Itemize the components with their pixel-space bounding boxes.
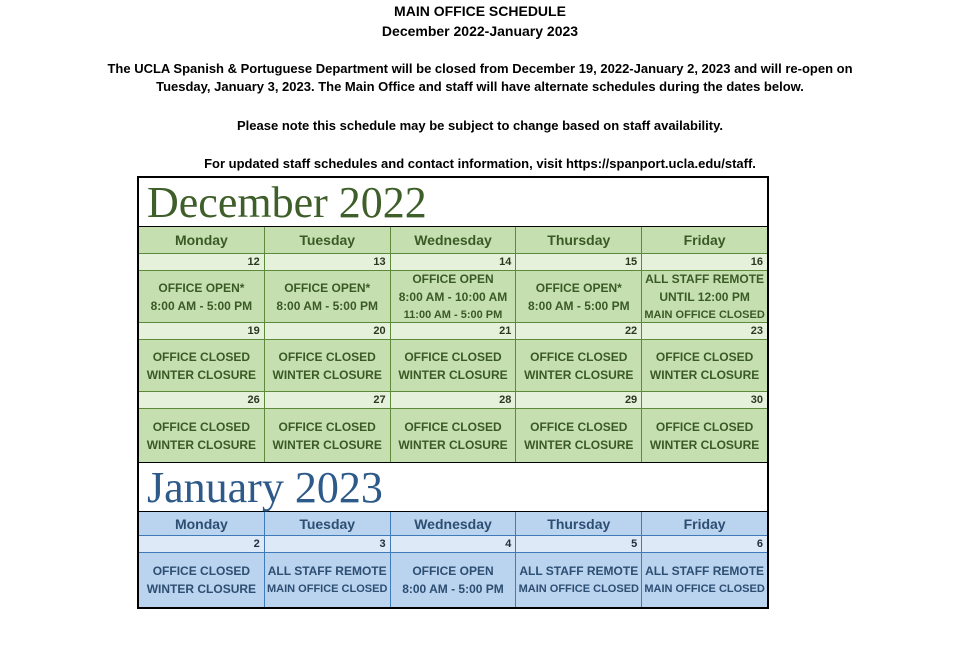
status-line: OFFICE CLOSED — [655, 349, 754, 364]
day-status-cell — [642, 553, 767, 607]
status-line: WINTER CLOSURE — [272, 367, 382, 382]
event-row — [139, 271, 767, 323]
status-line: OFFICE CLOSED — [530, 419, 628, 434]
month-title-december: December 2022 — [139, 178, 767, 227]
status-line: WINTER CLOSURE — [146, 437, 257, 452]
status-line: OFFICE CLOSED — [278, 349, 376, 364]
day-header: Tuesday — [265, 512, 391, 536]
day-header: Thursday — [516, 227, 642, 254]
date-number: 15 — [516, 254, 642, 271]
day-status-cell — [139, 340, 265, 392]
day-header: Wednesday — [391, 227, 517, 254]
date-number: 5 — [516, 536, 642, 553]
day-header-row — [139, 227, 767, 254]
day-status-cell — [642, 340, 767, 392]
status-line: 8:00 AM - 5:00 PM — [150, 298, 253, 313]
day-status-cell — [265, 553, 391, 607]
date-number: 12 — [139, 254, 265, 271]
date-number: 30 — [642, 392, 767, 409]
day-status-cell — [139, 553, 265, 607]
status-line: 8:00 AM - 5:00 PM — [527, 298, 630, 313]
event-row — [139, 340, 767, 392]
date-number: 3 — [265, 536, 391, 553]
status-line: WINTER CLOSURE — [398, 367, 508, 382]
day-header-row — [139, 512, 767, 536]
day-header: Tuesday — [265, 227, 391, 254]
date-number: 26 — [139, 392, 265, 409]
day-header: Thursday — [516, 512, 642, 536]
date-number: 28 — [391, 392, 517, 409]
status-line: WINTER CLOSURE — [146, 367, 257, 382]
status-line: OFFICE CLOSED — [152, 564, 251, 578]
status-line: OFFICE OPEN* — [158, 280, 245, 295]
date-row — [139, 323, 767, 340]
day-header: Friday — [642, 227, 767, 254]
status-line: WINTER CLOSURE — [146, 582, 257, 596]
status-line: WINTER CLOSURE — [272, 437, 382, 452]
status-line: 8:00 AM - 10:00 AM — [398, 289, 508, 304]
status-line: OFFICE CLOSED — [404, 349, 502, 364]
status-line: OFFICE OPEN — [412, 564, 494, 578]
status-line: 11:00 AM - 5:00 PM — [403, 308, 503, 321]
day-status-cell — [391, 409, 517, 462]
schedule-calendar — [137, 176, 769, 609]
day-header: Monday — [139, 227, 265, 254]
day-status-cell — [516, 340, 642, 392]
status-line: OFFICE CLOSED — [278, 419, 376, 434]
date-number: 21 — [391, 323, 517, 340]
day-header: Friday — [642, 512, 767, 536]
date-number: 27 — [265, 392, 391, 409]
date-number: 2 — [139, 536, 265, 553]
date-number: 13 — [265, 254, 391, 271]
day-status-cell — [265, 340, 391, 392]
page-title: MAIN OFFICE SCHEDULE — [394, 3, 566, 19]
status-line: ALL STAFF REMOTE — [519, 564, 639, 578]
status-line: WINTER CLOSURE — [524, 437, 634, 452]
date-number: 22 — [516, 323, 642, 340]
status-line: MAIN OFFICE CLOSED — [644, 308, 765, 321]
schedule-note: Please note this schedule may be subject to change based on staff availability. — [237, 118, 723, 133]
status-line: MAIN OFFICE CLOSED — [644, 583, 765, 595]
day-header: Monday — [139, 512, 265, 536]
january-section — [139, 462, 767, 607]
day-status-cell — [139, 409, 265, 462]
event-row — [139, 553, 767, 607]
status-line: OFFICE CLOSED — [404, 419, 502, 434]
date-number: 16 — [642, 254, 767, 271]
status-line: MAIN OFFICE CLOSED — [518, 583, 639, 595]
status-line: OFFICE OPEN* — [284, 280, 371, 295]
page-subtitle: December 2022-January 2023 — [381, 23, 579, 39]
status-line: WINTER CLOSURE — [524, 367, 634, 382]
day-status-cell — [265, 409, 391, 462]
status-line: UNTIL 12:00 PM — [659, 289, 750, 304]
date-number: 19 — [139, 323, 265, 340]
date-number: 6 — [642, 536, 767, 553]
date-row — [139, 392, 767, 409]
date-number: 14 — [391, 254, 517, 271]
day-status-cell — [516, 271, 642, 323]
event-row — [139, 409, 767, 462]
status-line: OFFICE OPEN* — [535, 280, 622, 295]
status-line: OFFICE CLOSED — [655, 419, 754, 434]
date-number: 23 — [642, 323, 767, 340]
status-line: OFFICE CLOSED — [152, 349, 251, 364]
day-status-cell — [516, 553, 642, 607]
day-status-cell — [265, 271, 391, 323]
status-line: ALL STAFF REMOTE — [645, 271, 765, 286]
visit-note: For updated staff schedules and contact information, visit https://spanport.ucla.edu/staff. — [204, 156, 756, 171]
day-status-cell — [516, 409, 642, 462]
day-header: Wednesday — [391, 512, 517, 536]
status-line: 8:00 AM - 5:00 PM — [402, 582, 504, 596]
intro-paragraph: The UCLA Spanish & Portuguese Department will be closed from December 19, 2022-January 2, 2023 and will re-open on Tuesday, January 3, 2023. The Main Office and staff will have alternate schedules during the dates below. — [107, 61, 853, 94]
status-line: ALL STAFF REMOTE — [645, 564, 765, 578]
status-line: OFFICE OPEN — [412, 271, 494, 286]
month-title-january: January 2023 — [139, 462, 767, 512]
date-number: 4 — [391, 536, 517, 553]
day-status-cell — [139, 271, 265, 323]
day-status-cell — [642, 409, 767, 462]
date-row — [139, 536, 767, 553]
december-section — [139, 178, 767, 462]
status-line: WINTER CLOSURE — [649, 367, 760, 382]
day-status-cell — [391, 340, 517, 392]
status-line: WINTER CLOSURE — [649, 437, 760, 452]
status-line: 8:00 AM - 5:00 PM — [276, 298, 378, 313]
status-line: OFFICE CLOSED — [530, 349, 628, 364]
status-line: MAIN OFFICE CLOSED — [267, 583, 388, 595]
day-status-cell — [391, 553, 517, 607]
status-line: WINTER CLOSURE — [398, 437, 508, 452]
status-line: OFFICE CLOSED — [152, 419, 251, 434]
day-status-cell — [391, 271, 517, 323]
date-number: 29 — [516, 392, 642, 409]
status-line: ALL STAFF REMOTE — [267, 564, 387, 578]
day-status-cell — [642, 271, 767, 323]
date-number: 20 — [265, 323, 391, 340]
date-row — [139, 254, 767, 271]
